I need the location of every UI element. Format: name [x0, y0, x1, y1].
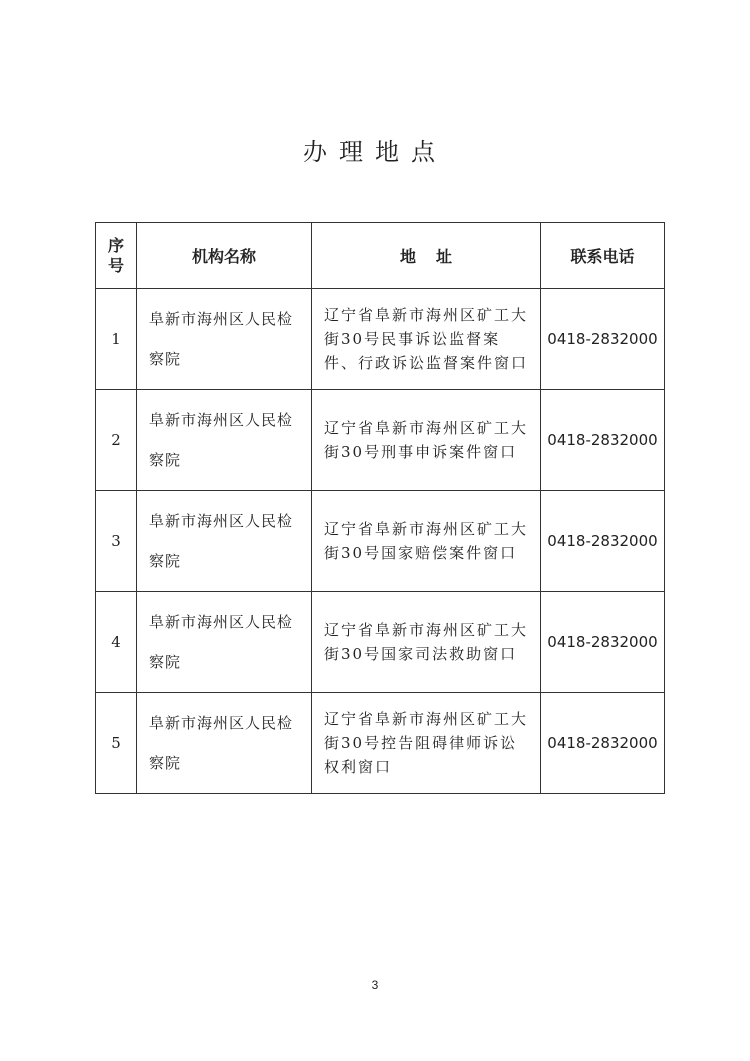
- header-org: 机构名称: [137, 223, 312, 289]
- org-name: 阜新市海州区人民检察院: [137, 592, 312, 693]
- row-number: 3: [96, 491, 137, 592]
- table-row: [96, 390, 665, 491]
- phone: 0418-2832000: [541, 491, 665, 592]
- locations-table: [95, 222, 665, 794]
- phone: 0418-2832000: [541, 693, 665, 794]
- header-seq-line1: 序: [107, 235, 124, 255]
- table-row: [96, 592, 665, 693]
- org-name: 阜新市海州区人民检察院: [137, 390, 312, 491]
- row-number: 2: [96, 390, 137, 491]
- header-seq-line2: 号: [107, 255, 124, 275]
- table-row: [96, 289, 665, 390]
- address: 辽宁省阜新市海州区矿工大街30号民事诉讼监督案件、行政诉讼监督案件窗口: [312, 289, 541, 390]
- phone: 0418-2832000: [541, 592, 665, 693]
- page-number: 3: [371, 978, 379, 992]
- page-title: 办理地点: [303, 138, 447, 166]
- header-seq: [96, 223, 137, 289]
- org-name: 阜新市海州区人民检察院: [137, 289, 312, 390]
- row-number: 4: [96, 592, 137, 693]
- org-name: 阜新市海州区人民检察院: [137, 693, 312, 794]
- header-tel: 联系电话: [541, 223, 665, 289]
- phone: 0418-2832000: [541, 289, 665, 390]
- row-number: 1: [96, 289, 137, 390]
- table-row: [96, 693, 665, 794]
- phone: 0418-2832000: [541, 390, 665, 491]
- address: 辽宁省阜新市海州区矿工大街30号刑事申诉案件窗口: [312, 390, 541, 491]
- table-row: [96, 491, 665, 592]
- table-header-row: [96, 223, 665, 289]
- address: 辽宁省阜新市海州区矿工大街30号国家司法救助窗口: [312, 592, 541, 693]
- row-number: 5: [96, 693, 137, 794]
- address: 辽宁省阜新市海州区矿工大街30号控告阻碍律师诉讼权利窗口: [312, 693, 541, 794]
- org-name: 阜新市海州区人民检察院: [137, 491, 312, 592]
- header-addr: 地址: [312, 223, 541, 289]
- address: 辽宁省阜新市海州区矿工大街30号国家赔偿案件窗口: [312, 491, 541, 592]
